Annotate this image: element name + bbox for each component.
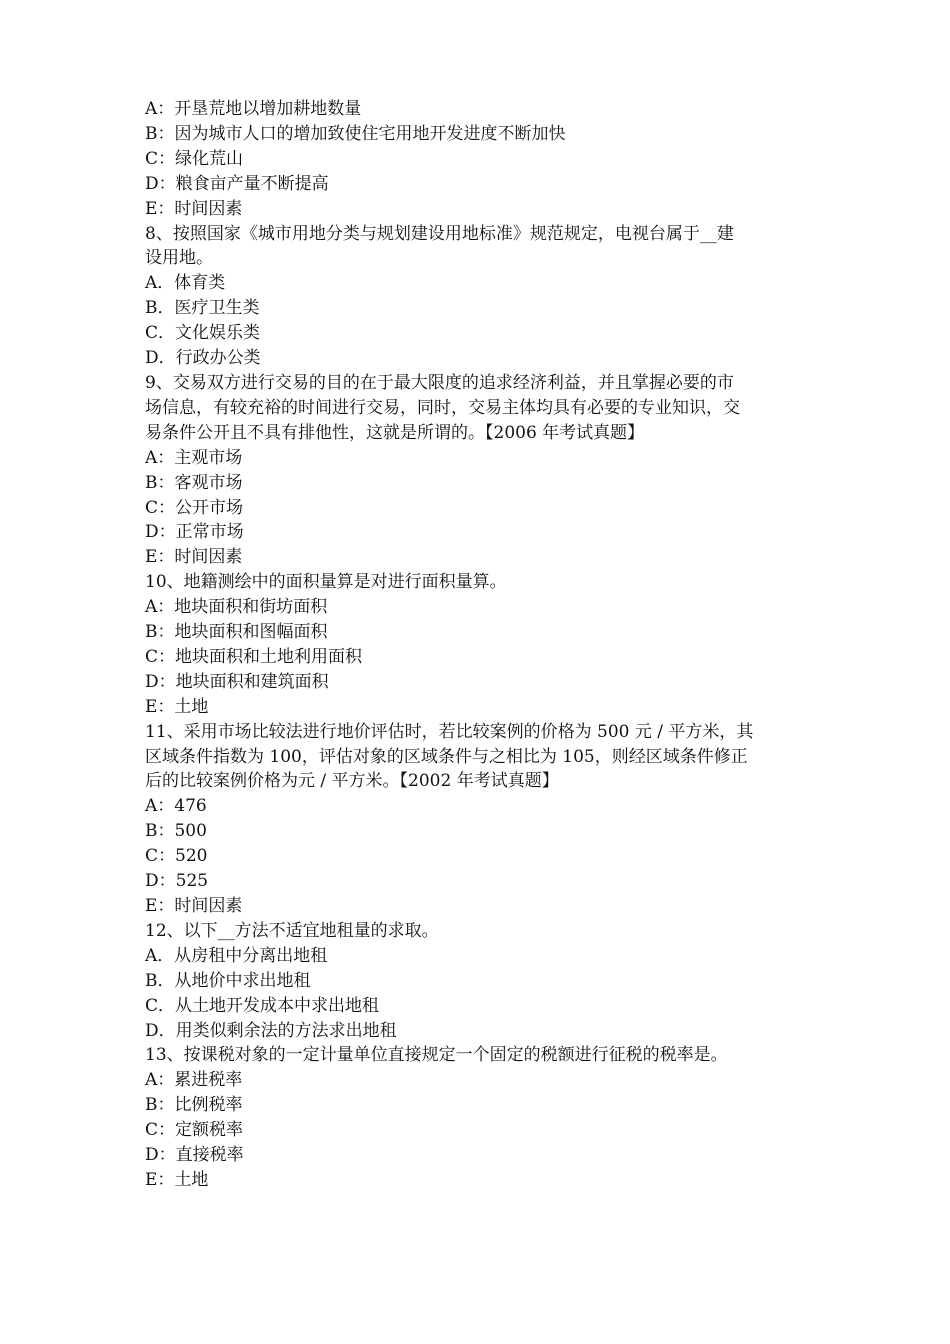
answer-option: B．从地价中求出地租 <box>145 970 311 991</box>
document-page <box>145 97 821 1193</box>
answer-option: D：粮食亩产量不断提高 <box>145 173 329 194</box>
answer-option: E：土地 <box>145 696 209 717</box>
answer-option: E：时间因素 <box>145 547 243 568</box>
question-text-line: 易条件公开且不具有排他性，这就是所谓的。【2006 年考试真题】 <box>145 422 645 443</box>
answer-option: A：476 <box>145 796 207 817</box>
answer-option: E：土地 <box>145 1169 209 1190</box>
answer-option: C：绿化荒山 <box>145 148 244 169</box>
question-text-line: 12、以下__方法不适宜地租量的求取。 <box>145 920 439 941</box>
question-text-line: 9、交易双方进行交易的目的在于最大限度的追求经济利益，并且掌握必要的市 <box>145 372 734 393</box>
answer-option: B：客观市场 <box>145 472 243 493</box>
question-text-line: 10、地籍测绘中的面积量算是对进行面积量算。 <box>145 572 507 593</box>
answer-option: C．从土地开发成本中求出地租 <box>145 995 380 1016</box>
question-text-line: 后的比较案例价格为元 / 平方米。【2002 年考试真题】 <box>145 771 559 792</box>
answer-option: D：正常市场 <box>145 522 244 543</box>
answer-option: C：地块面积和土地利用面积 <box>145 646 363 667</box>
answer-option: C：定额税率 <box>145 1120 244 1141</box>
question-text-line: 13、按课税对象的一定计量单位直接规定一个固定的税额进行征税的税率是。 <box>145 1045 728 1066</box>
answer-option: C：公开市场 <box>145 497 244 518</box>
answer-option: B：500 <box>145 821 207 842</box>
answer-option: B．医疗卫生类 <box>145 298 260 319</box>
answer-option: B：因为城市人口的增加致使住宅用地开发进度不断加快 <box>145 123 566 144</box>
answer-option: D：直接税率 <box>145 1145 244 1166</box>
answer-option: B：地块面积和图幅面积 <box>145 622 328 643</box>
question-text-line: 区域条件指数为 100，评估对象的区域条件与之相比为 105，则经区域条件修正 <box>145 746 748 767</box>
answer-option: D．行政办公类 <box>145 348 261 369</box>
answer-option: A．从房租中分离出地租 <box>145 945 328 966</box>
question-text-line: 8、按照国家《城市用地分类与规划建设用地标准》规范规定，电视台属于__建 <box>145 223 734 244</box>
answer-option: B：比例税率 <box>145 1095 243 1116</box>
question-text-line: 11、采用市场比较法进行地价评估时，若比较案例的价格为 500 元 / 平方米，其 <box>145 721 754 742</box>
answer-option: A：主观市场 <box>145 447 243 468</box>
answer-option: A．体育类 <box>145 273 226 294</box>
answer-option: A：地块面积和街坊面积 <box>145 597 328 618</box>
answer-option: D：地块面积和建筑面积 <box>145 671 329 692</box>
answer-option: C．文化娱乐类 <box>145 323 261 344</box>
question-text-line: 场信息，有较充裕的时间进行交易，同时，交易主体均具有必要的专业知识，交 <box>145 397 740 418</box>
answer-option: D．用类似剩余法的方法求出地租 <box>145 1020 397 1041</box>
question-text-line: 设用地。 <box>145 248 213 269</box>
answer-option: E：时间因素 <box>145 896 243 916</box>
answer-option: A：累进税率 <box>145 1070 243 1091</box>
answer-option: D：525 <box>145 871 209 892</box>
answer-option: E：时间因素 <box>145 198 243 219</box>
answer-option: A：开垦荒地以增加耕地数量 <box>145 99 362 119</box>
answer-option: C：520 <box>145 846 208 867</box>
